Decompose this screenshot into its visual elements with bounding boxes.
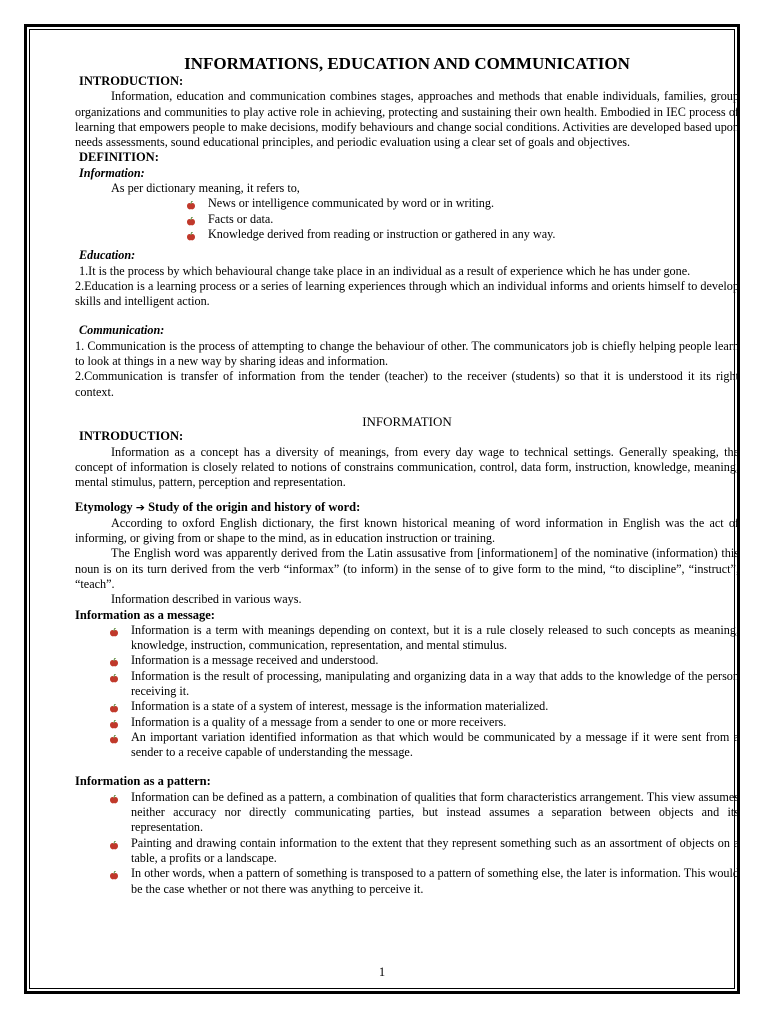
- etymology-heading: [75, 500, 739, 515]
- information-def-text: News or intelligence communicated by word or in writing.: [208, 196, 494, 211]
- bullet-icon: [109, 869, 119, 878]
- pattern-item: [131, 836, 739, 867]
- document-body: [75, 53, 739, 897]
- communication-point-1: 1. Communication is the process of attempting to change the behaviour of other. The communicators job is chiefly helping people learn to look at things in a new way by sharing ideas and information.: [75, 338, 739, 369]
- pattern-text: Information can be defined as a pattern, a combination of qualities that form characteristics arrangement. This view assumes neither accuracy nor directly communicating parties, but instead assumes a separation between objects and its representation.: [131, 789, 739, 835]
- definition-heading: DEFINITION:: [79, 150, 159, 165]
- message-text: Information is a state of a system of interest, message is the information materialized.: [131, 699, 549, 714]
- bullet-icon: [109, 839, 119, 848]
- bullet-icon: [109, 793, 119, 802]
- pattern-text: Painting and drawing contain information to the extent that they represent something such as an assortment of objects on a table, a profits or a landscape.: [131, 835, 739, 865]
- information-def-item: [208, 212, 739, 227]
- message-text: Information is a term with meanings depending on context, but it is a rule closely released to such concepts as meaning, knowledge, instruction, communication, representation, and mental stimulus.: [131, 622, 739, 653]
- intro-paragraph: Information, education and communication combines stages, approaches and methods that enable individuals, families, group organizations and communities to play active role in achieving, protecting and sustaining their own health. Embodied in IEC process of learning that empowers people to make decisions, modify behaviours and change social conditions. Activities are developed based upon needs assessments, sound educational principles, and periodic evaluation using a clear set of goals and objectives.: [75, 89, 739, 150]
- information-def-item: [208, 227, 739, 242]
- page-number: 1: [378, 965, 386, 979]
- information-def-list: [75, 196, 739, 242]
- pattern-item: [131, 790, 739, 836]
- message-item: [131, 699, 739, 714]
- message-item: [131, 669, 739, 700]
- pattern-heading: Information as a pattern:: [75, 774, 211, 789]
- information-def-text: Knowledge derived from reading or instruction or gathered in any way.: [208, 226, 556, 241]
- information-intro-paragraph: Information as a concept has a diversity of meanings, from every day wage to technical settings. Generally speaking, the concept of information is closely related to notions of constrains communication, control, data form, instruction, knowledge, meaning, mental stimulus, pattern, perception and representation.: [75, 444, 739, 490]
- page-border: [24, 24, 740, 994]
- pattern-text: In other words, when a pattern of something is transposed to a pattern of something else, the later is information. This would be the case whether or not there was anything to perceive it.: [131, 866, 739, 896]
- message-text: Information is a message received and understood.: [131, 653, 379, 668]
- document-title: INFORMATIONS, EDUCATION AND COMMUNICATION: [184, 54, 630, 73]
- bullet-icon: [109, 702, 119, 711]
- message-item: [131, 715, 739, 730]
- pattern-list: [75, 790, 739, 897]
- arrow-right-icon: ➔: [135, 501, 145, 515]
- information-intro-heading: INTRODUCTION:: [79, 429, 184, 444]
- etymology-paragraph-3: Information described in various ways.: [111, 592, 302, 607]
- etymology-paragraph-2: The English word was apparently derived from the Latin assusative from [informationem] of the nominative (information) this noun is on its turn derived from the verb “informax” (to inform) in the sense of to give form to the mind, “to discipline”, “instruct”, “teach”.: [75, 546, 739, 591]
- message-heading: Information as a message:: [75, 607, 215, 622]
- bullet-icon: [186, 215, 196, 224]
- information-def-lead: As per dictionary meaning, it refers to,: [111, 181, 300, 196]
- information-section-title: INFORMATION: [362, 413, 452, 429]
- bullet-icon: [109, 718, 119, 727]
- message-text: An important variation identified information as that which would be communicated by a message if it were sent from a sender to a receive capable of understanding the message.: [131, 729, 739, 760]
- bullet-icon: [109, 626, 119, 635]
- communication-def-heading: Communication:: [79, 323, 165, 338]
- bullet-icon: [186, 199, 196, 208]
- etymology-paragraph-1: According to oxford English dictionary, the first known historical meaning of word information in English was the act of informing, or giving from or shape to the mind, as in education instruction or training.: [75, 515, 739, 546]
- etymology-heading-text: Study of the origin and history of word:: [148, 500, 361, 515]
- education-def-heading: Education:: [79, 248, 136, 263]
- message-text: Information is a quality of a message from a sender to one or more receivers.: [131, 714, 507, 729]
- message-item: [131, 653, 739, 668]
- message-item: [131, 623, 739, 654]
- bullet-icon: [109, 656, 119, 665]
- bullet-icon: [109, 733, 119, 742]
- intro-heading: INTRODUCTION:: [79, 74, 184, 88]
- message-text: Information is the result of processing, manipulating and organizing data in a way that adds to the knowledge of the person receiving it.: [131, 668, 739, 698]
- information-def-text: Facts or data.: [208, 211, 274, 226]
- pattern-item: [131, 866, 739, 897]
- bullet-icon: [109, 672, 119, 681]
- information-def-heading: Information:: [79, 165, 145, 180]
- education-point-1: 1.It is the process by which behavioural change take place in an individual as a result of experience which he has under gone.: [79, 263, 691, 278]
- message-list: [75, 623, 739, 761]
- education-point-2: 2.Education is a learning process or a series of learning experiences through which an individual informs and orients himself to develop skills and intelligent action.: [75, 278, 739, 309]
- etymology-label: Etymology: [75, 500, 133, 515]
- information-def-item: [208, 196, 739, 211]
- bullet-icon: [186, 230, 196, 239]
- communication-point-2: 2.Communication is transfer of information from the tender (teacher) to the receiver (students) so that it is understood it its right context.: [75, 369, 739, 399]
- message-item: [131, 730, 739, 761]
